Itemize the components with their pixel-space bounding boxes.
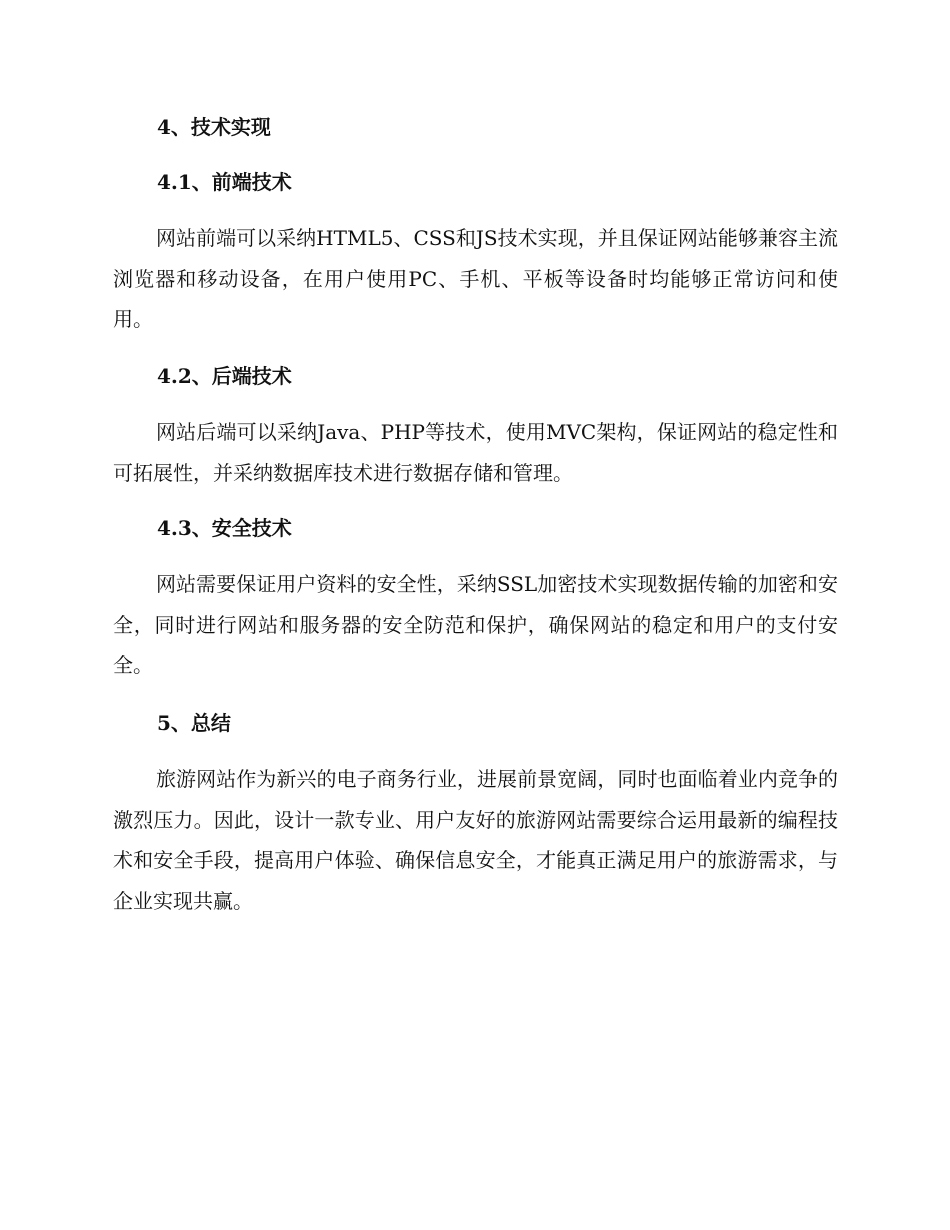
section-heading-tech-implementation: 4、技术实现	[157, 115, 271, 139]
paragraph-security: 网站需要保证用户资料的安全性，采纳SSL加密技术实现数据传输的加密和安全，同时进行网站和服务器的安全防范和保护，确保网站的稳定和用户的支付安全。	[113, 572, 838, 677]
section-heading-frontend: 4.1、前端技术	[157, 170, 292, 194]
section-heading-summary: 5、总结	[157, 711, 231, 735]
paragraph-frontend: 网站前端可以采纳HTML5、CSS和JS技术实现，并且保证网站能够兼容主流浏览器和移动设备，在用户使用PC、手机、平板等设备时均能够正常访问和使用。	[113, 226, 838, 331]
section-heading-backend: 4.2、后端技术	[157, 364, 292, 388]
paragraph-summary: 旅游网站作为新兴的电子商务行业，进展前景宽阔，同时也面临着业内竞争的激烈压力。因此，设计一款专业、用户友好的旅游网站需要综合运用最新的编程技术和安全手段，提高用户体验、确保信息安全，才能真正满足用户的旅游需求，与企业实现共赢。	[113, 767, 838, 913]
paragraph-backend: 网站后端可以采纳Java、PHP等技术，使用MVC架构，保证网站的稳定性和可拓展性，并采纳数据库技术进行数据存储和管理。	[113, 420, 838, 485]
section-heading-security: 4.3、安全技术	[157, 516, 292, 540]
